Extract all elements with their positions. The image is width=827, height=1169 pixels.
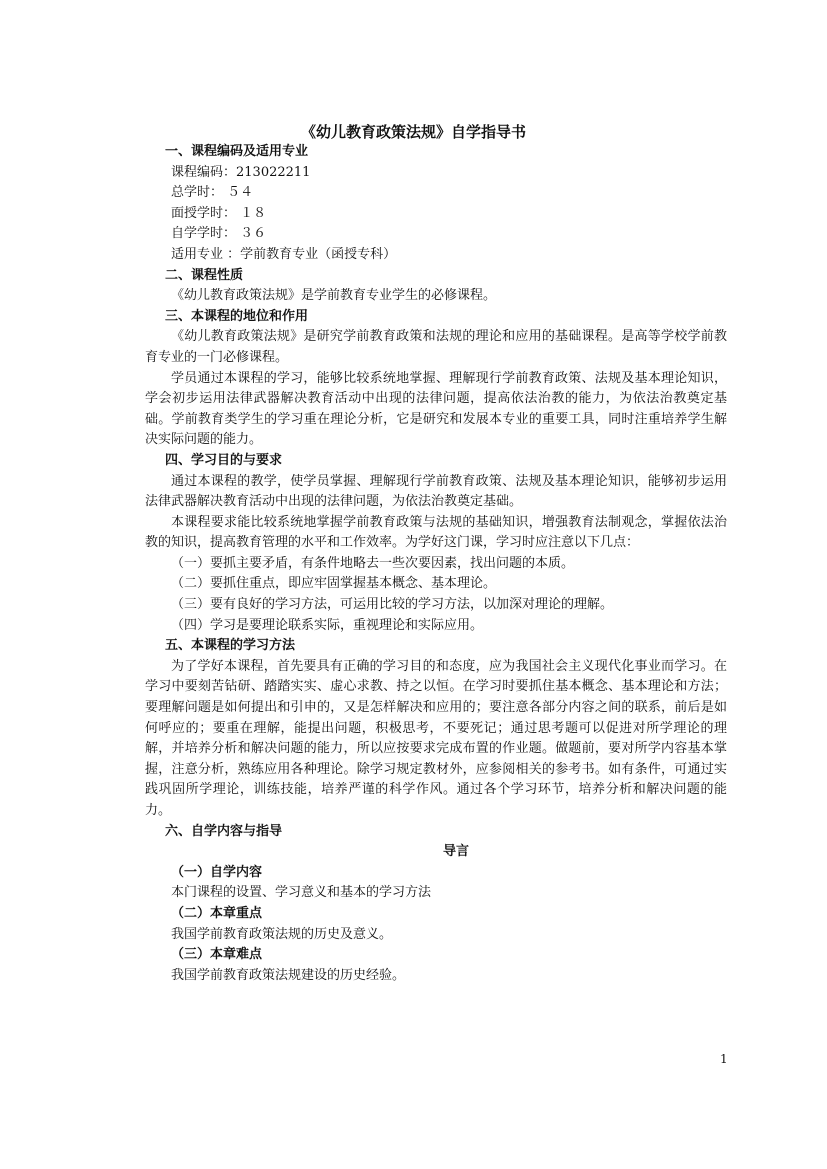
section4-heading: 四、学习目的与要求 <box>165 452 283 468</box>
section5-paragraph: 为了学好本课程，首先要具有正确的学习目的和态度，应为我国社会主义现代化事业而学习。在学习中要刻苦钻研、踏踏实实、虚心求教、持之以恒。在学习时要抓住基本概念、基本理论和方法；要理解问题是如何提出和引申的，又是怎样解决和应用的；要注意各部分内容之间的联系，前后是如何呼应的；要重在理解，能提出问题，积极思考，不要死记；通过思考题可以促进对所学理论的理解，并培养分析和解决问题的能力，所以应按要求完成布置的作业题。做题前，要对所学内容基本掌握，注意分析，熟练应用各种理论。除学习规定教材外，应参阅相关的参考书。如有条件，可通过实践巩固所学理论，训练技能，培养严谨的科学作风。通过各个学习环节，培养分析和解决问题的能力。 <box>145 658 727 818</box>
section1-heading: 一、课程编码及适用专业 <box>165 144 309 159</box>
section3-heading: 三、本课程的地位和作用 <box>165 308 309 324</box>
section5-heading: 五、本课程的学习方法 <box>165 638 296 654</box>
list-item: （二）要抓住重点，即应牢固掌握基本概念、基本理论。 <box>171 576 497 592</box>
page-number: 1 <box>720 1052 728 1066</box>
subsection-heading: （二）本章重点 <box>171 905 263 921</box>
chapter-title: 导言 <box>442 844 469 860</box>
document-body <box>145 142 727 986</box>
subsection-text: 本门课程的设置、学习意义和基本的学习方法 <box>171 885 432 901</box>
list-item: （四）学习是要理论联系实际，重视理论和实际应用。 <box>171 617 484 633</box>
subsection-text: 我国学前教育政策法规的历史及意义。 <box>171 926 393 942</box>
section4-paragraph: 本课程要求能比较系统地掌握学前教育政策与法规的基础知识，增强教育法制观念，掌握依法治教的知识，提高教育管理的水平和工作效率。为学好这门课，学习时应注意以下几点： <box>145 514 727 551</box>
lecture-hours-line: 面授学时： １８ <box>171 205 267 221</box>
major-line: 适用专业 ：学前教育专业（函授专科） <box>171 246 397 262</box>
total-hours-line: 总学时： ５４ <box>171 185 254 201</box>
section2-paragraph: 《幼儿教育政策法规》是学前教育专业学生的必修课程。 <box>171 288 497 304</box>
section3-paragraph: 《幼儿教育政策法规》是研究学前教育政策和法规的理论和应用的基础课程。是高等学校学前教育专业的一门必修课程。 <box>145 329 727 365</box>
list-item: （一）要抓主要矛盾，有条件地略去一些次要因素，找出问题的本质。 <box>171 555 575 571</box>
subsection-heading: （一）自学内容 <box>171 864 263 880</box>
section4-paragraph: 通过本课程的教学，使学员掌握、理解现行学前教育政策、法规及基本理论知识，能够初步运用法律武器解决教育活动中出现的法律问题，为依法治教奠定基础。 <box>145 473 727 510</box>
list-item: （三）要有良好的学习方法，可运用比较的学习方法，以加深对理论的理解。 <box>171 597 614 613</box>
section3-paragraph: 学员通过本课程的学习，能够比较系统地掌握、理解现行学前教育政策、法规及基本理论知识，学会初步运用法律武器解决教育活动中出现的法律问题，提高依法治教的能力，为依法治教奠定基础。学前教育类学生的学习重在理论分析，它是研究和发展本专业的重要工具，同时注重培养学生解决实际问题的能力。 <box>145 370 727 448</box>
section6-heading: 六、自学内容与指导 <box>165 823 283 839</box>
document-title: 《幼儿教育政策法规》自学指导书 <box>300 123 526 141</box>
subsection-heading: （三）本章难点 <box>171 947 263 963</box>
subsection-text: 我国学前教育政策法规建设的历史经验。 <box>171 967 406 983</box>
section2-heading: 二、课程性质 <box>165 267 244 283</box>
self-study-hours-line: 自学学时： ３６ <box>171 226 267 242</box>
course-code-line: 课程编码：213022211 <box>171 164 311 180</box>
